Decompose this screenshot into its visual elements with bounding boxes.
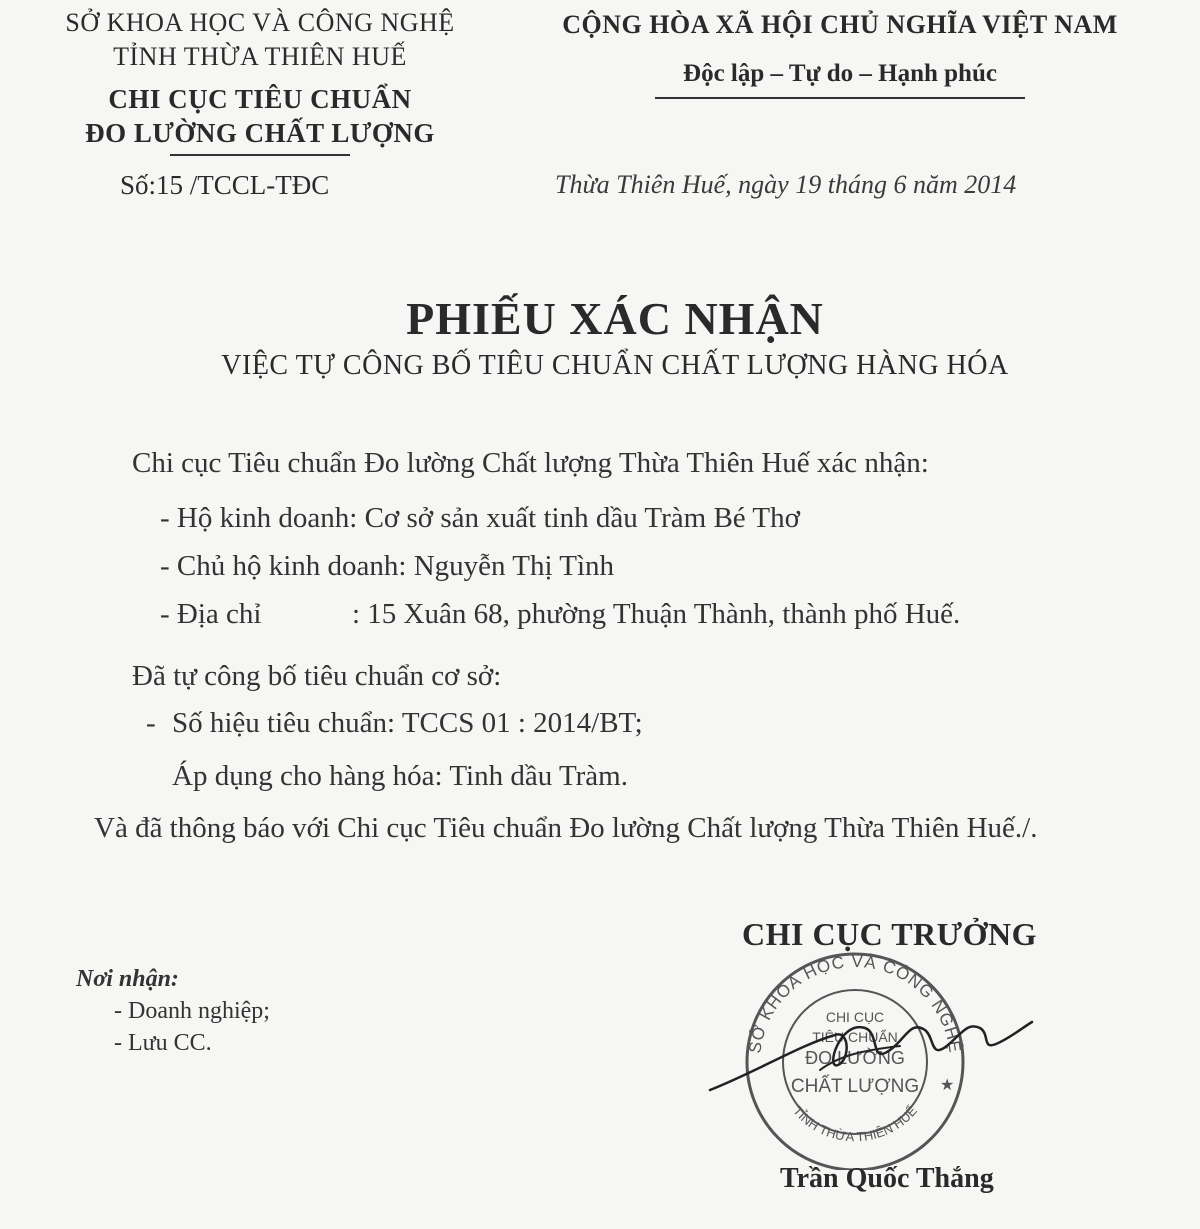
place-date: Thừa Thiên Huế, ngày 19 tháng 6 năm 2014: [555, 170, 1017, 199]
seal-center-line: ĐO LƯỜNG: [805, 1048, 905, 1068]
business-name: - Hộ kinh doanh: Cơ sở sản xuất tinh dầu Tràm Bé Thơ: [160, 502, 800, 534]
recipients-label: Nơi nhận:: [76, 966, 179, 992]
address-label: - Địa chỉ: [160, 598, 262, 630]
notification-statement: Và đã thông báo với Chi cục Tiêu chuẩn Đo lường Chất lượng Thừa Thiên Huế./.: [94, 812, 1038, 844]
document-subtitle: VIỆC TỰ CÔNG BỐ TIÊU CHUẨN CHẤT LƯỢNG HÀNG HÓA: [221, 350, 1009, 381]
seal-ring-text: SỞ KHOA HỌC VÀ CÔNG NGHỆ: [745, 951, 965, 1055]
standard-number: Số hiệu tiêu chuẩn: TCCS 01 : 2014/BT;: [172, 707, 643, 739]
motto-underline: [655, 97, 1025, 99]
province-name: TỈNH THỪA THIÊN HUẾ: [113, 42, 407, 71]
doc-number: Số:15 /TCCL-TĐC: [120, 170, 330, 200]
country-name: CỘNG HÒA XÃ HỘI CHỦ NGHĨA VIỆT NAM: [562, 10, 1118, 39]
confirmation-intro: Chi cục Tiêu chuẩn Đo lường Chất lượng Thừa Thiên Huế xác nhận:: [132, 447, 929, 479]
seal-star-icon: ★: [940, 1077, 955, 1094]
agency-name-line1: CHI CỤC TIÊU CHUẨN: [108, 84, 412, 114]
address-value: : 15 Xuân 68, phường Thuận Thành, thành phố Huế.: [352, 598, 961, 630]
svg-text:TỈNH THỪA THIÊN HUẾ: [790, 1103, 920, 1144]
seal-center-line: CHI CỤC: [825, 1009, 885, 1025]
document-title: PHIẾU XÁC NHẬN: [406, 293, 824, 344]
agency-name-line2: ĐO LƯỜNG CHẤT LƯỢNG: [85, 118, 435, 148]
seal-bottom-text: TỈNH THỪA THIÊN HUẾ: [790, 1103, 920, 1145]
applies-to-goods: Áp dụng cho hàng hóa: Tinh dầu Tràm.: [172, 760, 628, 792]
signer-name: Trần Quốc Thắng: [780, 1163, 994, 1194]
official-seal-stamp: [700, 950, 1040, 1170]
seal-center-line: TIÊU CHUẨN: [812, 1029, 898, 1045]
recipient-item: - Doanh nghiệp;: [114, 998, 270, 1024]
signer-title: CHI CỤC TRƯỞNG: [742, 916, 1038, 952]
national-motto: Độc lập – Tự do – Hạnh phúc: [683, 60, 997, 87]
standard-dash: -: [146, 707, 156, 739]
dept-name: SỞ KHOA HỌC VÀ CÔNG NGHỆ: [65, 8, 455, 37]
business-owner: - Chủ hộ kinh doanh: Nguyễn Thị Tình: [160, 550, 615, 582]
declared-heading: Đã tự công bố tiêu chuẩn cơ sở:: [132, 660, 502, 692]
recipient-item: - Lưu CC.: [114, 1030, 212, 1056]
agency-underline: [170, 154, 350, 156]
seal-center-line: CHẤT LƯỢNG: [790, 1076, 920, 1097]
